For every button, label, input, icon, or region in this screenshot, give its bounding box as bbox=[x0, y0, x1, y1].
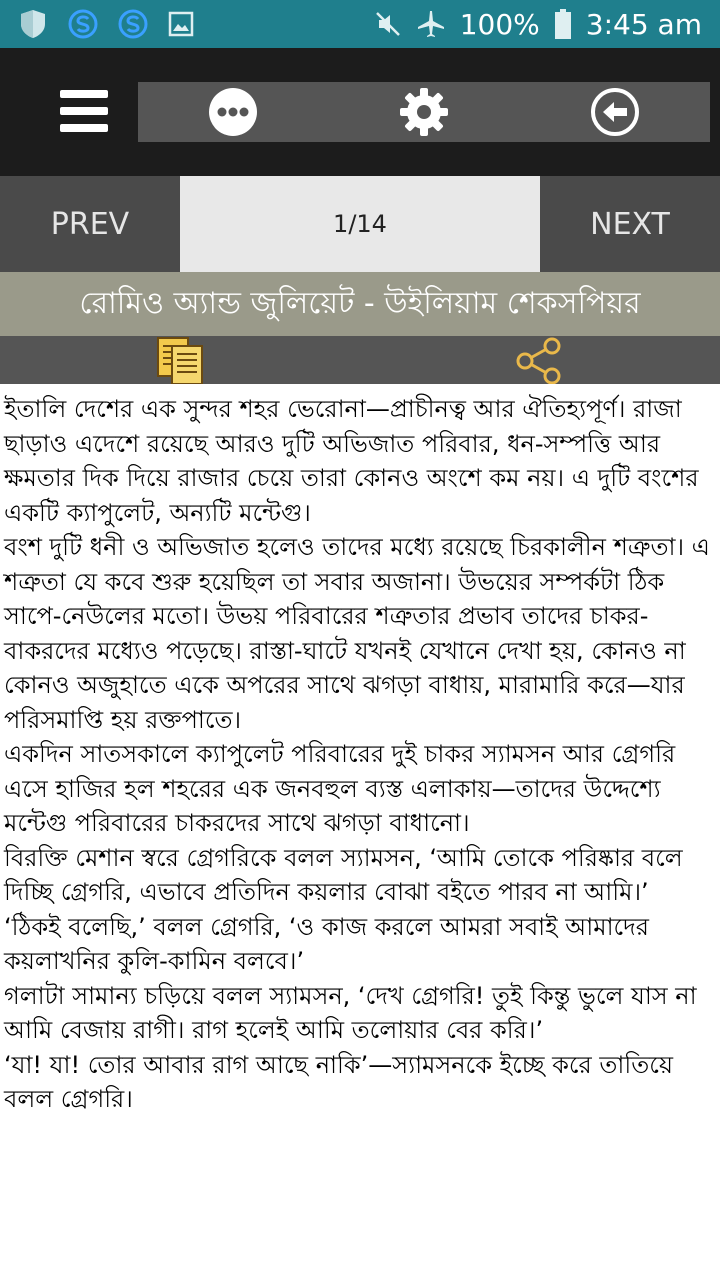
paragraph: ‘ঠিকই বলেছি,’ বলল গ্রেগরি, ‘ও কাজ করলে আমরা সবাই আমাদের কয়লাখনির কুলি-কামিন বলবে।’ bbox=[4, 912, 649, 975]
menu-button[interactable] bbox=[56, 86, 112, 136]
app-toolbar bbox=[0, 48, 720, 176]
more-options-button[interactable] bbox=[205, 84, 261, 140]
hamburger-menu-icon bbox=[56, 86, 112, 136]
notification-icons bbox=[18, 8, 194, 40]
clock: 3:45 am bbox=[585, 7, 702, 41]
paragraph: গলাটা সামান্য চড়িয়ে বলল স্যামসন, ‘দেখ গ্রেগরি! তুই কিন্তু ভুলে যাস না আমি বেজায় রাগী। রাগ হলেই আমি তলোয়ার বের করি।’ bbox=[4, 981, 697, 1044]
paragraph: বংশ দুটি ধনী ও অভিজাত হলেও তাদের মধ্যে রয়েছে চিরকালীন শত্রুতা। এ শত্রুতা যে কবে শুরু হয়েছিল তা সবার অজানা। উভয়ের সম্পর্কটা ঠিক সাপে-নেউলের মতো। উভয় পরিবারের শত্রুতার প্রভাব তাদের চাকর-বাকরদের মধ্যেও পড়েছে। রাস্তা-ঘাটে যখনই যেখানে দেখা হয়, কোনও না কোনও অজুহাতে একে অপরের সাথে ঝগড়া বাধায়, মারামারি করে—যার পরিসমাপ্তি হয় রক্তপাতে। bbox=[4, 533, 710, 734]
paragraph: একদিন সাতসকালে ক্যাপুলেট পরিবারের দুই চাকর স্যামসন আর গ্রেগরি এসে হাজির হল শহরের এক জনবহুল ব্যস্ত এলাকায়—তাদের উদ্দেশ্যে মন্টেগু পরিবারের চাকরদের সাথে ঝগড়া বাধানো। bbox=[4, 740, 676, 837]
pager bbox=[0, 176, 720, 272]
image-icon bbox=[168, 11, 194, 37]
toolbar-panel bbox=[138, 82, 710, 142]
paragraph: ‘যা! যা! তোর আবার রাগ আছে নাকি’—স্যামসনকে ইচ্ছে করে তাতিয়ে বলল গ্রেগরি। bbox=[4, 1050, 673, 1113]
copy-icon bbox=[154, 336, 206, 384]
copy-button[interactable] bbox=[154, 336, 206, 384]
next-button[interactable]: NEXT bbox=[540, 176, 720, 272]
prev-button[interactable]: PREV bbox=[0, 176, 180, 272]
more-dots-icon bbox=[207, 86, 259, 138]
page-indicator: 1/14 bbox=[180, 176, 540, 272]
story-content bbox=[0, 384, 720, 1280]
s-app-icon-2 bbox=[118, 9, 148, 39]
gear-icon bbox=[398, 86, 450, 138]
status-bar bbox=[0, 0, 720, 48]
airplane-mode-icon bbox=[416, 9, 446, 39]
s-app-icon bbox=[68, 9, 98, 39]
back-arrow-icon bbox=[589, 86, 641, 138]
share-icon bbox=[514, 336, 564, 384]
shield-icon bbox=[18, 8, 48, 40]
battery-icon bbox=[554, 9, 572, 39]
share-button[interactable] bbox=[514, 336, 564, 384]
paragraph: বিরক্তি মেশান স্বরে গ্রেগরিকে বলল স্যামসন, ‘আমি তোকে পরিষ্কার বলে দিচ্ছি গ্রেগরি, এভাবে প্রতিদিন কয়লার বোঝা বইতে পারব না আমি।’ bbox=[4, 843, 683, 906]
action-bar bbox=[0, 336, 720, 384]
mute-icon bbox=[374, 10, 402, 38]
settings-button[interactable] bbox=[396, 84, 452, 140]
battery-percentage: 100% bbox=[459, 7, 540, 41]
back-button[interactable] bbox=[587, 84, 643, 140]
paragraph: ইতালি দেশের এক সুন্দর শহর ভেরোনা—প্রাচীনত্ব আর ঐতিহ্যপূর্ণ। রাজা ছাড়াও এদেশে রয়েছে আরও দুটি অভিজাত পরিবার, ধন-সম্পত্তি আর ক্ষমতার দিক দিয়ে রাজার চেয়ে তারা কোনও অংশে কম নয়। এ দুটি বংশের একটি ক্যাপুলেট, অন্যটি মন্টেগু। bbox=[4, 395, 699, 527]
book-title: রোমিও অ্যান্ড জুলিয়েট - উইলিয়াম শেকসপিয়র bbox=[0, 272, 720, 336]
system-status bbox=[374, 8, 702, 41]
